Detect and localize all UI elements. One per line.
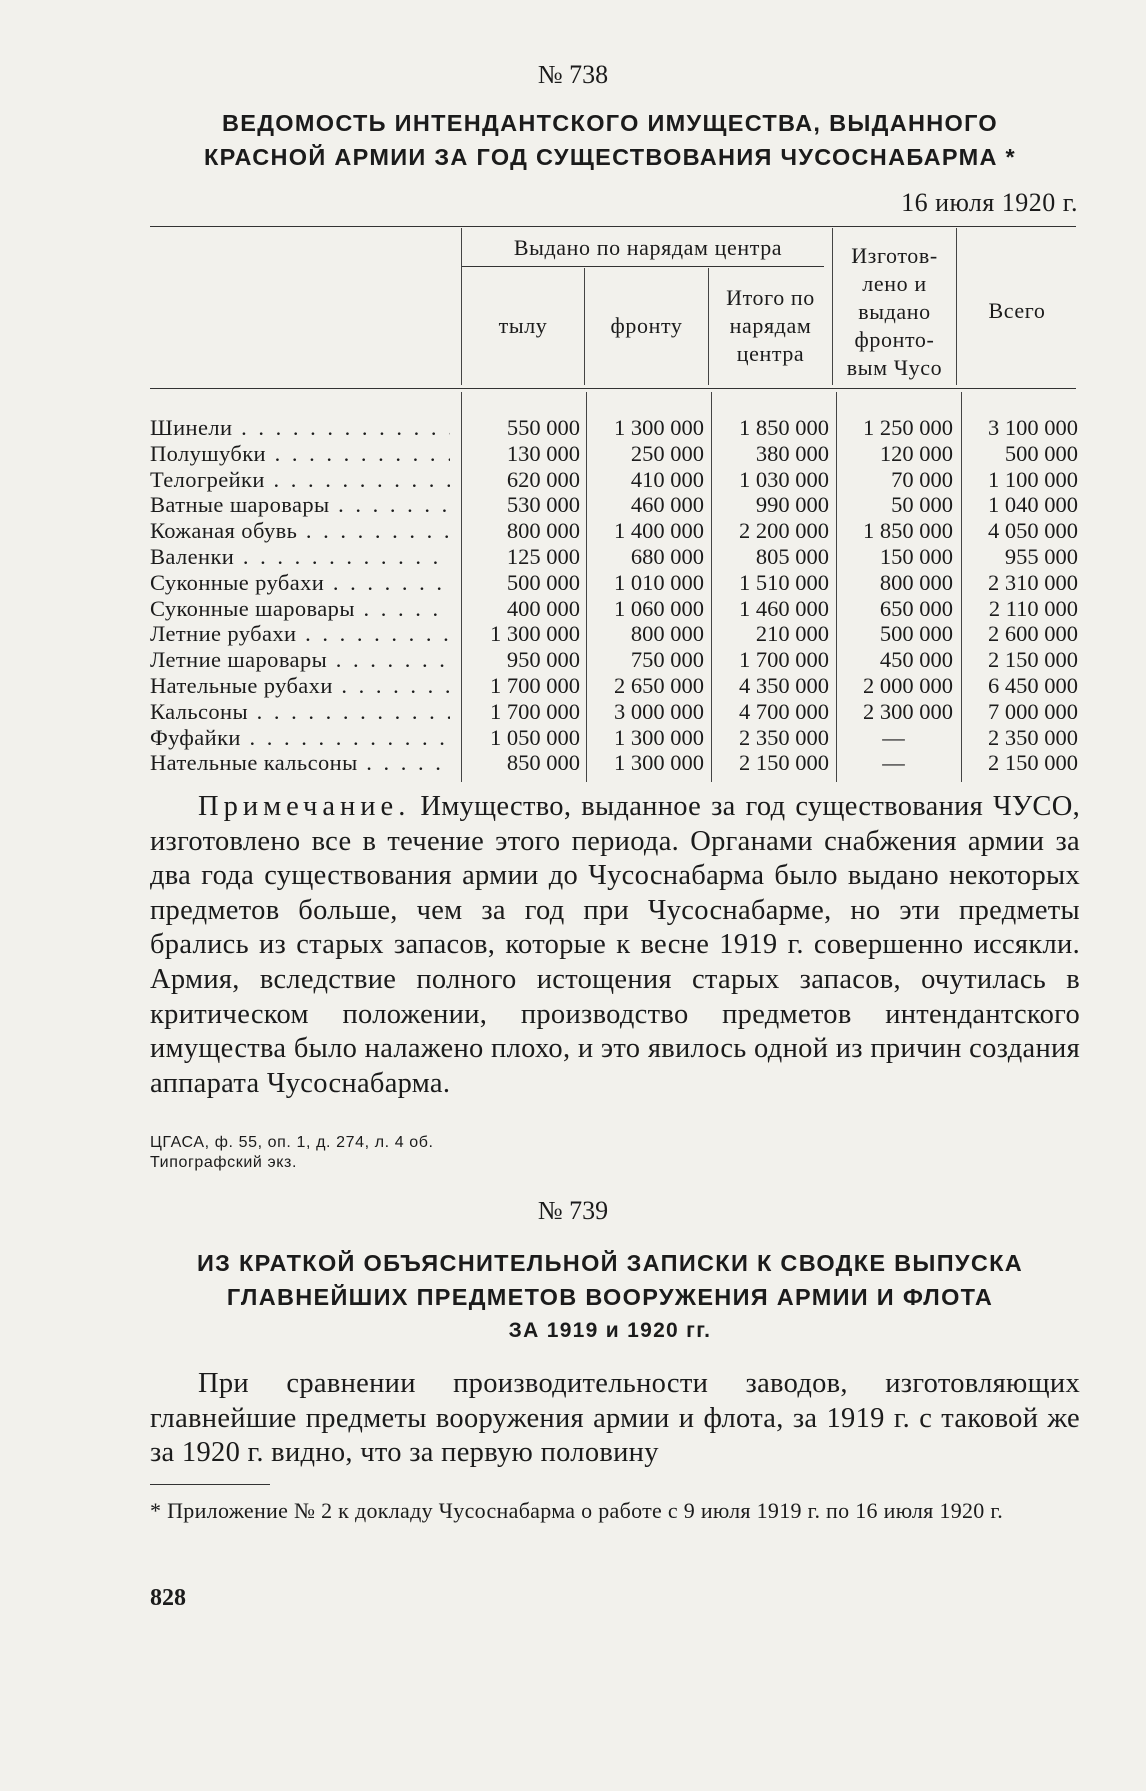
cell-rear: 1 300 000 <box>490 621 580 647</box>
column-header-made-chuso: Изготов- лено и выдано фронто- вым Чусо <box>846 243 943 380</box>
cell-all: 500 000 <box>1004 440 1078 466</box>
row-label: Суконные шаровары . . . <box>150 596 450 622</box>
row-label: Летние шаровары . . . <box>150 647 450 673</box>
cell-total-orders: 380 000 <box>755 440 829 466</box>
cell-rear: 125 000 <box>506 544 580 569</box>
cell-made: 2 000 000 <box>863 673 953 698</box>
cell-rear: 530 000 <box>506 492 580 518</box>
row-label: Суконные рубахи . . . <box>150 570 450 596</box>
row-label: Кальсоны . . . <box>150 699 450 725</box>
document-date: 16 июля 1920 г. <box>901 188 1078 217</box>
cell-front: 1 010 000 <box>614 569 704 595</box>
row-label: Нательные кальсоны . . . <box>150 750 450 776</box>
cell-made: 120 000 <box>879 440 953 466</box>
cell-all: 955 000 <box>1004 544 1078 569</box>
table-row <box>150 699 1080 725</box>
cell-made: 50 000 <box>891 492 953 518</box>
table-row <box>150 467 1080 493</box>
table-row <box>150 621 1080 647</box>
row-label: Кожаная обувь . . . <box>150 518 450 544</box>
cell-total-orders: 1 460 000 <box>739 595 829 621</box>
table-row <box>150 596 1080 622</box>
cell-front: 410 000 <box>630 466 704 492</box>
cell-rear: 620 000 <box>506 466 580 492</box>
document-number: № 739 <box>537 1196 609 1225</box>
row-label: Фуфайки . . . <box>150 725 450 751</box>
note-paragraph <box>150 790 1080 1101</box>
row-label: Телогрейки . . . <box>150 467 450 493</box>
cell-all: 7 000 000 <box>988 698 1078 724</box>
cell-total-orders: 210 000 <box>755 621 829 647</box>
cell-front: 3 000 000 <box>614 698 704 724</box>
cell-total-orders: 990 000 <box>755 492 829 518</box>
cell-total-orders: 1 030 000 <box>739 466 829 492</box>
cell-all: 4 050 000 <box>988 518 1078 544</box>
cell-made: — <box>882 750 905 776</box>
table-row <box>150 647 1080 673</box>
document-title <box>140 106 1080 174</box>
title-line: ИЗ КРАТКОЙ ОБЪЯСНИТЕЛЬНОЙ ЗАПИСКИ К СВОДКЕ ВЫПУСКА <box>196 1250 1024 1276</box>
cell-rear: 1 700 000 <box>490 698 580 724</box>
footnote: * Приложение № 2 к докладу Чусоснабарма о работе с 9 июля 1919 г. по 16 июля 1920 г. <box>150 1498 1004 1523</box>
cell-all: 1 040 000 <box>988 492 1078 518</box>
cell-front: 800 000 <box>630 621 704 647</box>
cell-rear: 1 050 000 <box>490 724 580 750</box>
cell-front: 680 000 <box>630 544 704 569</box>
cell-total-orders: 1 850 000 <box>739 415 829 440</box>
cell-made: 650 000 <box>879 595 953 621</box>
cell-made: 2 300 000 <box>863 698 953 724</box>
cell-all: 3 100 000 <box>988 415 1078 440</box>
table-row <box>150 492 1080 518</box>
cell-total-orders: 4 700 000 <box>739 698 829 724</box>
cell-all: 6 450 000 <box>988 673 1078 698</box>
cell-all: 2 150 000 <box>988 750 1078 776</box>
table-row <box>150 441 1080 467</box>
note-label: Примечание. <box>198 791 411 822</box>
row-label: Полушубки . . . <box>150 441 450 467</box>
cell-total-orders: 1 700 000 <box>739 647 829 673</box>
document-title <box>140 1246 1080 1348</box>
cell-made: 800 000 <box>879 569 953 595</box>
row-label: Валенки . . . <box>150 544 450 570</box>
cell-rear: 550 000 <box>506 415 580 440</box>
title-line: ЗА 1919 и 1920 гг. <box>508 1319 712 1342</box>
group-header-rule <box>462 266 824 267</box>
table-row <box>150 544 1080 570</box>
column-header-total: Всего <box>988 298 1046 323</box>
cell-front: 750 000 <box>630 647 704 673</box>
cell-front: 1 300 000 <box>614 724 704 750</box>
cell-rear: 850 000 <box>506 750 580 776</box>
column-header-rear: тылу <box>498 313 548 338</box>
cell-front: 2 650 000 <box>614 673 704 698</box>
title-line: КРАСНОЙ АРМИИ ЗА ГОД СУЩЕСТВОВАНИЯ ЧУСОСНАБАРМА * <box>204 144 1016 170</box>
cell-front: 1 400 000 <box>614 518 704 544</box>
cell-made: 150 000 <box>879 544 953 569</box>
table-row <box>150 673 1080 699</box>
cell-rear: 130 000 <box>506 440 580 466</box>
row-label: Летние рубахи . . . <box>150 621 450 647</box>
cell-front: 250 000 <box>630 440 704 466</box>
cell-total-orders: 4 350 000 <box>739 673 829 698</box>
table-top-rule <box>150 226 1076 227</box>
cell-made: 500 000 <box>879 621 953 647</box>
cell-all: 2 310 000 <box>988 569 1078 595</box>
row-label: Нательные рубахи . . . <box>150 673 450 699</box>
cell-total-orders: 2 150 000 <box>739 750 829 776</box>
group-header: Выдано по нарядам центра <box>513 235 783 260</box>
page-number: 828 <box>150 1585 186 1611</box>
document-number: № 738 <box>537 60 609 89</box>
footnote-rule <box>150 1484 270 1485</box>
table-row <box>150 750 1080 776</box>
table-row <box>150 415 1080 441</box>
column-header-total-orders: Итого по нарядам центра <box>726 285 815 366</box>
title-line: ГЛАВНЕЙШИХ ПРЕДМЕТОВ ВООРУЖЕНИЯ АРМИИ И ФЛОТА <box>226 1284 994 1310</box>
body-paragraph: При сравнении производительности заводов, изготовляющих главнейшие предметы вооружения армии и флота, за 1919 г. с таковой же за 1920 г. видно, что за первую половину <box>150 1368 1080 1469</box>
cell-all: 2 150 000 <box>988 647 1078 673</box>
table-row <box>150 570 1080 596</box>
cell-total-orders: 1 510 000 <box>739 569 829 595</box>
title-line: ВЕДОМОСТЬ ИНТЕНДАНТСКОГО ИМУЩЕСТВА, ВЫДАННОГО <box>222 110 998 136</box>
table-header-rule <box>150 388 1076 389</box>
archive-source: ЦГАСА, ф. 55, оп. 1, д. 274, л. 4 об. Типографский экз. <box>150 1134 434 1171</box>
cell-made: — <box>882 724 905 750</box>
cell-all: 1 100 000 <box>988 466 1078 492</box>
cell-front: 1 300 000 <box>614 750 704 776</box>
cell-total-orders: 805 000 <box>755 544 829 569</box>
cell-rear: 950 000 <box>506 647 580 673</box>
cell-all: 2 110 000 <box>988 595 1078 621</box>
cell-rear: 1 700 000 <box>490 673 580 698</box>
column-header-front: фронту <box>610 313 683 338</box>
cell-made: 70 000 <box>891 466 953 492</box>
cell-made: 1 250 000 <box>863 415 953 440</box>
cell-made: 450 000 <box>879 647 953 673</box>
cell-front: 1 060 000 <box>614 595 704 621</box>
cell-total-orders: 2 200 000 <box>739 518 829 544</box>
cell-all: 2 600 000 <box>988 621 1078 647</box>
cell-total-orders: 2 350 000 <box>739 724 829 750</box>
cell-front: 1 300 000 <box>614 415 704 440</box>
table-row <box>150 518 1080 544</box>
cell-front: 460 000 <box>630 492 704 518</box>
cell-all: 2 350 000 <box>988 724 1078 750</box>
cell-rear: 400 000 <box>506 595 580 621</box>
note-text: Имущество, выданное за год существования ЧУСО, изготовлено все в течение этого периода. Органами снабжения армии за два года существования армии до Чусоснабарма было выдано некоторых предметов больше, чем за год при Чусоснабарме, но эти предметы брались из старых запасов, которые к весне 1919 г. совершенно иссякли. Армия, вследствие полного истощения старых запасов, очутилась в критическом положении, производство предметов интендантского имущества было налажено плохо, и это явилось одной из причин создания аппарата Чусоснабарма. <box>150 791 1080 1099</box>
cell-rear: 500 000 <box>506 569 580 595</box>
row-label: Ватные шаровары . . . <box>150 492 450 518</box>
cell-rear: 800 000 <box>506 518 580 544</box>
cell-made: 1 850 000 <box>863 518 953 544</box>
table-row <box>150 725 1080 751</box>
row-label: Шинели . . . <box>150 415 450 441</box>
